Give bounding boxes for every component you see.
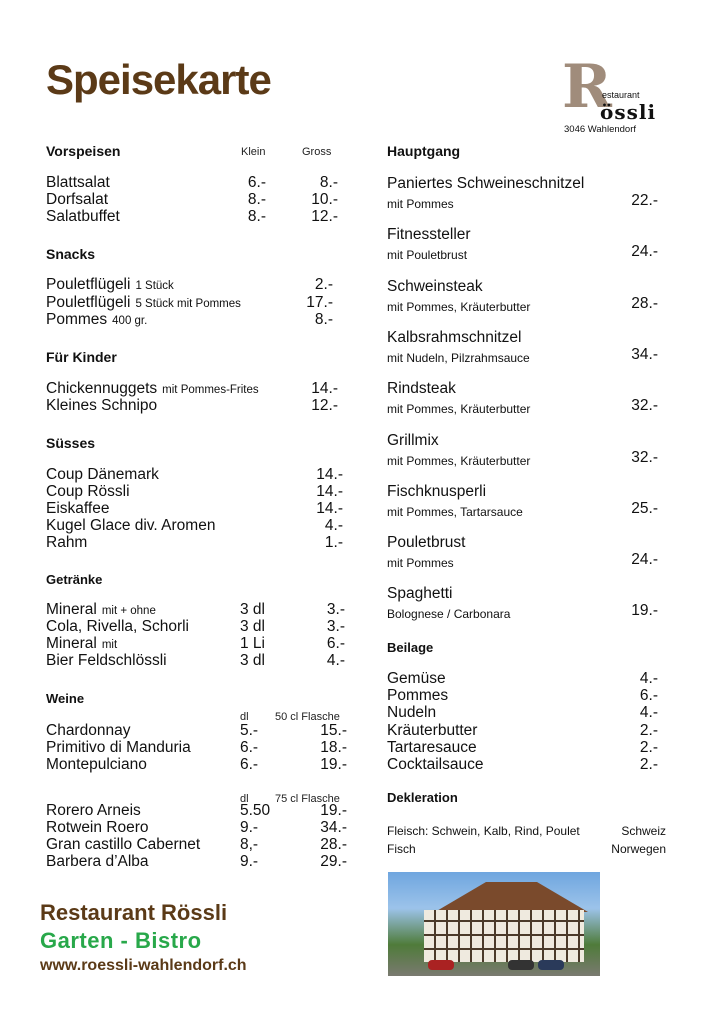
item-size: 3 dl xyxy=(240,652,265,669)
dish-price: 25.- xyxy=(631,499,658,517)
item-size: 6.- xyxy=(240,756,259,773)
item-size: 5.- xyxy=(240,722,259,739)
item-name-text: Gran castillo Cabernet xyxy=(46,836,201,853)
price: 12.- xyxy=(311,397,338,414)
side-name: Kräuterbutter xyxy=(387,721,478,739)
price: 28.- xyxy=(320,836,347,853)
item-name xyxy=(46,739,191,756)
item-size: 8,- xyxy=(240,836,259,853)
item-name-text: Rotwein Roero xyxy=(46,819,149,836)
item-size: 1 Li xyxy=(240,635,265,652)
item-name xyxy=(46,819,149,836)
item-name xyxy=(46,191,108,208)
side-price: 2.- xyxy=(639,721,658,739)
item-name-text: Montepulciano xyxy=(46,756,147,773)
side-price: 4.- xyxy=(639,704,658,722)
dish-price: 28.- xyxy=(631,294,658,312)
item-name xyxy=(46,483,130,500)
dish-description: mit Pommes xyxy=(387,197,454,211)
item-name xyxy=(46,802,141,819)
item-size: 5.50 xyxy=(240,802,271,819)
item-name xyxy=(46,853,149,870)
dish-name: Pouletbrust xyxy=(387,534,466,552)
section-header: Getränke xyxy=(46,572,103,587)
item-name-text: Coup Rössli xyxy=(46,483,130,500)
item-name xyxy=(46,397,157,414)
item-name-text: Coup Dänemark xyxy=(46,466,159,483)
dish-name: Grillmix xyxy=(387,431,439,449)
logo-line-1: estaurant xyxy=(602,90,640,100)
restaurant-photo xyxy=(388,872,600,976)
side-name: Cocktailsauce xyxy=(387,756,484,773)
dish-description: mit Pouletbrust xyxy=(387,248,468,263)
item-name xyxy=(46,534,87,551)
item-name-text: Pommes xyxy=(46,311,108,328)
footer-url[interactable]: www.roessli-wahlendorf.ch xyxy=(40,957,247,974)
restaurant-logo xyxy=(560,52,670,136)
side-name: Tartaresauce xyxy=(387,738,477,756)
dish-description: mit Pommes, Kräuterbutter xyxy=(387,299,531,314)
side-price: 6.- xyxy=(639,687,658,705)
dish-price: 24.- xyxy=(631,551,658,569)
dish-name: Paniertes Schweineschnitzel xyxy=(387,175,585,192)
side-price: 4.- xyxy=(639,670,658,687)
dish-name: Fischknusperli xyxy=(387,482,487,500)
declaration-origin: Schweiz xyxy=(621,824,666,838)
page-title: Speisekarte xyxy=(46,56,271,103)
declaration-label: Fisch xyxy=(387,842,416,856)
item-name xyxy=(46,174,110,191)
price: 4.- xyxy=(326,652,345,669)
dish-name: Schweinsteak xyxy=(387,277,483,295)
price: 8.- xyxy=(314,311,333,328)
price: 14.- xyxy=(316,483,343,500)
dish-name: Fitnessteller xyxy=(387,226,471,244)
section-header: Beilage xyxy=(387,640,434,655)
logo-line-3: 3046 Wahlendorf xyxy=(564,124,637,135)
item-note: 1 Stück xyxy=(135,280,174,292)
item-name xyxy=(46,466,159,483)
price: 15.- xyxy=(320,722,347,739)
price: 10.- xyxy=(311,191,338,208)
item-size: 9.- xyxy=(240,819,259,836)
column-header: 50 cl Flasche xyxy=(275,711,340,723)
column-header: dl xyxy=(240,793,249,805)
price: 34.- xyxy=(320,819,347,836)
dish-name: Rindsteak xyxy=(387,380,456,398)
section-header: Süsses xyxy=(46,435,96,451)
item-name xyxy=(46,517,215,534)
price: 3.- xyxy=(326,601,345,618)
item-name xyxy=(46,722,130,739)
price-small: 6.- xyxy=(247,174,266,191)
item-name-text: Rahm xyxy=(46,534,88,551)
section-header: Vorspeisen xyxy=(46,143,121,159)
column-header: Gross xyxy=(302,146,332,158)
side-name: Pommes xyxy=(387,687,449,705)
dish-price: 32.- xyxy=(631,448,658,466)
dish-description: mit Pommes xyxy=(387,556,454,571)
dish-name: Spaghetti xyxy=(387,585,453,603)
item-name-text: Mineral xyxy=(46,635,97,652)
price-small: 8.- xyxy=(247,191,266,208)
item-size: 3 dl xyxy=(240,618,265,635)
item-size: 6.- xyxy=(240,739,259,756)
section-header: Snacks xyxy=(46,246,96,262)
side-name: Gemüse xyxy=(387,670,446,687)
item-name-text: Mineral xyxy=(46,601,97,618)
price: 14.- xyxy=(316,500,343,517)
price: 14.- xyxy=(316,466,343,483)
dish-description: mit Pommes, Tartarsauce xyxy=(387,504,523,519)
item-note: mit Pommes-Frites xyxy=(162,384,259,396)
item-name xyxy=(46,756,147,773)
column-header: 75 cl Flasche xyxy=(275,793,340,805)
dish-price: 32.- xyxy=(631,397,658,415)
item-size: 9.- xyxy=(240,853,259,870)
item-name xyxy=(46,311,147,330)
section-header: Dekleration xyxy=(387,790,458,805)
item-name xyxy=(46,276,174,295)
item-name-text: Barbera d’Alba xyxy=(46,853,149,870)
item-name xyxy=(46,836,200,853)
item-name-text: Primitivo di Manduria xyxy=(46,739,191,756)
dish-price: 22.- xyxy=(631,192,658,209)
price: 19.- xyxy=(320,756,347,773)
price: 29.- xyxy=(320,853,347,870)
declaration-origin: Norwegen xyxy=(611,842,666,856)
item-note: mit + ohne xyxy=(101,605,156,617)
logo-letter: R xyxy=(562,52,612,122)
price: 4.- xyxy=(324,517,343,534)
dish-price: 19.- xyxy=(631,602,658,620)
dish-name: Kalbsrahmschnitzel xyxy=(387,328,522,346)
footer-name: Restaurant Rössli xyxy=(40,900,228,925)
dish-price: 34.- xyxy=(631,345,658,363)
price: 3.- xyxy=(326,618,345,635)
dish-description: mit Nudeln, Pilzrahmsauce xyxy=(387,350,530,365)
price: 1.- xyxy=(324,534,343,551)
item-note: 5 Stück mit Pommes xyxy=(135,298,241,310)
logo-line-2: össli xyxy=(600,100,657,124)
item-name-text: Kugel Glace div. Aromen xyxy=(46,517,216,534)
price: 17.- xyxy=(306,294,333,311)
item-name-text: Pouletflügeli xyxy=(46,276,131,293)
item-name-text: Cola, Rivella, Schorli xyxy=(46,618,189,635)
item-note: mit xyxy=(101,639,118,651)
item-name-text: Chardonnay xyxy=(46,722,131,739)
item-name xyxy=(46,500,109,517)
item-name-text: Salatbuffet xyxy=(46,208,120,225)
dish-price: 24.- xyxy=(631,243,658,261)
section-header: Hauptgang xyxy=(387,143,461,159)
price: 2.- xyxy=(314,276,333,293)
item-name xyxy=(46,652,167,669)
item-name-text: Eiskaffee xyxy=(46,500,110,517)
price: 8.- xyxy=(319,174,338,191)
price-small: 8.- xyxy=(247,208,266,225)
column-header: Klein xyxy=(241,146,266,158)
item-name-text: Chickennuggets xyxy=(46,380,158,397)
price: 14.- xyxy=(311,380,338,397)
item-name xyxy=(46,618,189,635)
declaration-label: Fleisch: Schwein, Kalb, Rind, Poulet xyxy=(387,824,580,838)
item-name-text: Dorfsalat xyxy=(46,191,109,208)
section-header: Weine xyxy=(46,691,85,706)
dish-description: mit Pommes, Kräuterbutter xyxy=(387,453,531,468)
dish-description: mit Pommes, Kräuterbutter xyxy=(387,402,531,417)
item-name-text: Bier Feldschlössli xyxy=(46,652,167,669)
price: 19.- xyxy=(320,802,347,819)
item-size: 3 dl xyxy=(240,601,265,618)
price: 12.- xyxy=(311,208,338,225)
item-name xyxy=(46,208,120,225)
item-name-text: Pouletflügeli xyxy=(46,294,131,311)
side-price: 2.- xyxy=(639,756,658,773)
column-header: dl xyxy=(240,711,249,723)
item-name-text: Rorero Arneis xyxy=(46,802,141,819)
item-name-text: Blattsalat xyxy=(46,174,110,191)
footer-tagline: Garten - Bistro xyxy=(40,928,202,953)
item-name-text: Kleines Schnipo xyxy=(46,397,158,414)
price: 18.- xyxy=(320,739,347,756)
side-name: Nudeln xyxy=(387,704,437,722)
side-price: 2.- xyxy=(639,738,658,756)
item-note: 400 gr. xyxy=(112,315,148,327)
price: 6.- xyxy=(326,635,345,652)
dish-description: Bolognese / Carbonara xyxy=(387,607,511,622)
section-header: Für Kinder xyxy=(46,349,117,365)
